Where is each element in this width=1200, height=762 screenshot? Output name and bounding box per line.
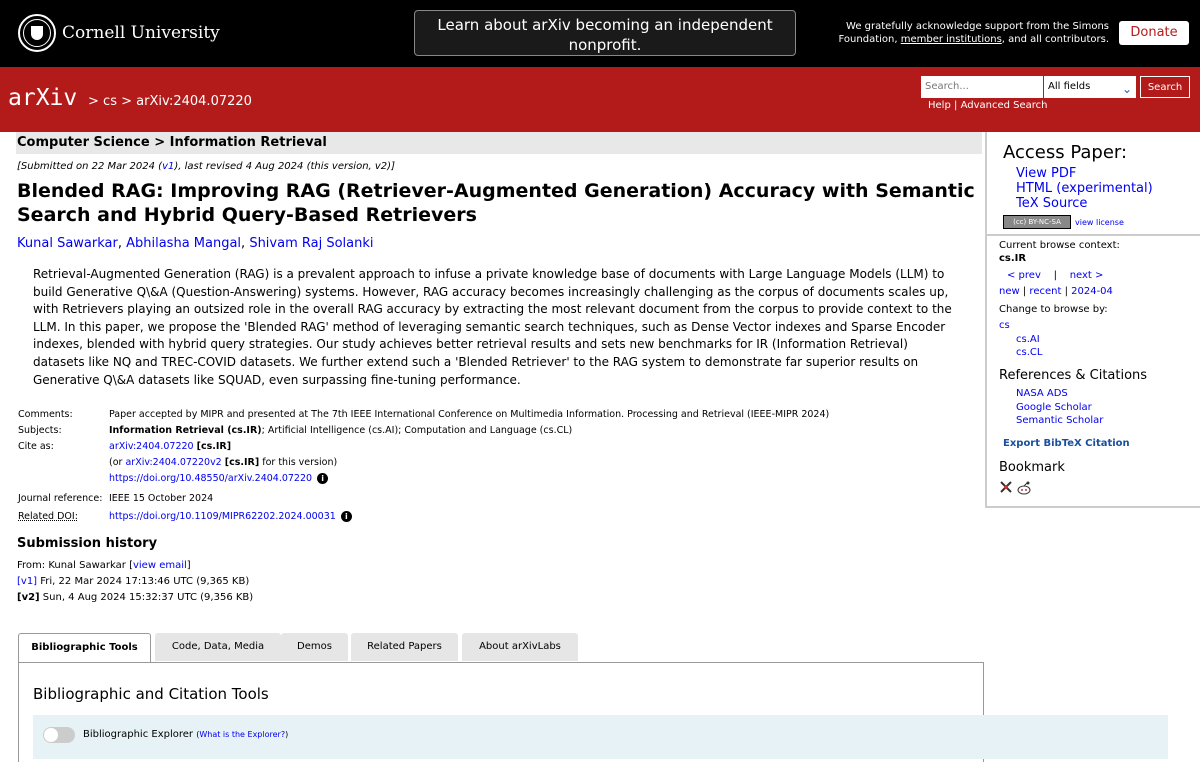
cite-link[interactable]: arXiv:2404.07220 <box>109 441 194 452</box>
author-link[interactable]: Kunal Sawarkar <box>17 236 118 251</box>
month-link[interactable]: 2024-04 <box>1071 286 1113 297</box>
bibsonomy-icon[interactable] <box>999 480 1013 494</box>
browse-cs-link[interactable]: cs <box>999 320 1010 331</box>
panel-heading: Bibliographic and Citation Tools <box>33 685 269 703</box>
access-heading: Access Paper: <box>1003 142 1128 163</box>
submission-history-heading: Submission history <box>17 536 158 551</box>
tab-code-data-media[interactable]: Code, Data, Media <box>155 633 281 661</box>
tab-related-papers[interactable]: Related Papers <box>351 633 458 661</box>
paper-title: Blended RAG: Improving RAG (Retriever-Augmented Generation) Accuracy with Semantic Search and Hybrid Query-Based Retrievers <box>17 180 975 226</box>
view-email-link[interactable]: view email <box>132 560 187 571</box>
search-button[interactable]: Search <box>1140 76 1190 98</box>
recent-link[interactable]: recent <box>1029 286 1062 297</box>
cornell-seal-icon <box>18 14 56 52</box>
references-heading: References & Citations <box>999 368 1148 383</box>
breadcrumb: > cs > arXiv:2404.07220 <box>88 94 252 109</box>
browse-cl-link[interactable]: cs.CL <box>1016 347 1043 358</box>
member-institutions-link[interactable]: member institutions <box>900 34 1002 45</box>
google-scholar-link[interactable]: Google Scholar <box>1016 402 1092 413</box>
explorer-toggle[interactable] <box>43 727 75 743</box>
browse-context: cs.IR <box>999 253 1027 264</box>
breadcrumb-id[interactable]: arXiv:2404.07220 <box>136 94 252 109</box>
help-link[interactable]: Help <box>928 100 951 111</box>
submission-date: [Submitted on 22 Mar 2024 (v1), last revised 4 Aug 2024 (this version, v2)] <box>17 161 395 172</box>
reddit-icon[interactable] <box>1016 480 1032 496</box>
tab-demos[interactable]: Demos <box>281 633 348 661</box>
abstract: Retrieval-Augmented Generation (RAG) is a prevalent approach to infuse a private knowledge base of documents with Large Language Models (LLM) to build Generative Q\&A (Question-Answering) systems. However, RAG accuracy becomes increasingly challenging as the corpus of documents scales up, with Retrievers playing an outsized role in the overall RAG accuracy by extracting the most relevant document from the corpus to provide context to the LLM. In this paper, we propose the 'Blended RAG' method of leveraging semantic search techniques, such as Dense Vector indexes and Sparse Encoder indexes, blended with hybrid query strategies. Our study achieves better retrieval results and sets new benchmarks for IR (Information Retrieval) datasets like NQ and TREC-COVID datasets. We further extend such a 'Blended Retriever' to the RAG system to demonstrate far superior results on Generative Q\&A datasets like SQUAD, even surpassing fine-tuning performance. <box>33 267 952 387</box>
authors: Kunal Sawarkar, Abhilasha Mangal, Shivam Raj Solanki <box>17 236 374 251</box>
browse-ai-link[interactable]: cs.AI <box>1016 334 1040 345</box>
bibliographic-explorer <box>33 715 1168 759</box>
announcement-banner[interactable]: Learn about arXiv becoming an independent nonprofit. <box>414 10 796 56</box>
author-link[interactable]: Shivam Raj Solanki <box>249 236 374 251</box>
next-link[interactable]: next > <box>1069 270 1104 281</box>
donate-button[interactable]: Donate <box>1119 21 1189 45</box>
breadcrumb-cs[interactable]: cs <box>103 94 117 109</box>
bookmark-heading: Bookmark <box>999 460 1065 475</box>
comments: Paper accepted by MIPR and presented at The 7th IEEE International Conference on Multimedia Information. Processing and Retrieval (IEEE-MIPR 2024) <box>109 409 830 420</box>
cite-v2-link[interactable]: arXiv:2404.07220v2 <box>125 457 222 468</box>
doi-link[interactable]: https://doi.org/10.48550/arXiv.2404.07220 <box>109 473 313 484</box>
view-license-link[interactable]: view license <box>1075 217 1124 227</box>
tab-bibliographic-tools[interactable]: Bibliographic Tools <box>18 633 151 663</box>
info-icon[interactable]: i <box>317 473 328 484</box>
cc-license-icon[interactable]: (cc) BY-NC-SA <box>1003 215 1071 229</box>
v1-link[interactable]: v1 <box>162 161 175 172</box>
cornell-name: Cornell University <box>62 23 220 43</box>
cite-as: arXiv:2404.07220 [cs.IR] <box>109 441 232 452</box>
v1-history-link[interactable]: [v1] <box>17 576 38 587</box>
view-pdf-link[interactable]: View PDF <box>1016 166 1077 181</box>
subject-header: Computer Science > Information Retrieval <box>16 132 982 154</box>
access-paper-box <box>985 132 1200 236</box>
tab-panel <box>18 662 984 762</box>
submission-history: From: Kunal Sawarkar [view email] [v1] Fri, 22 Mar 2024 17:13:46 UTC (9,365 KB) [v2] Sun, 4 Aug 2024 15:32:37 UTC (9,356 KB) <box>17 560 254 603</box>
browse-box: Current browse context: cs.IR < prev | next > new | recent | 2024-04 Change to browse by: cs cs.AI cs.CL References & Citations NASA ADS Google Scholar Semantic Scholar Export BibTeX Citation Bookmark <box>985 236 1200 508</box>
cornell-logo[interactable] <box>18 14 220 52</box>
arxiv-logo[interactable]: arXiv <box>8 85 78 111</box>
sidebar <box>985 132 1200 506</box>
prev-link[interactable]: < prev <box>1007 270 1041 281</box>
tex-source-link[interactable]: TeX Source <box>1016 196 1088 211</box>
subjects: Information Retrieval (cs.IR); Artificial Intelligence (cs.AI); Computation and Language (cs.CL) <box>109 425 573 436</box>
tab-about-arxivlabs[interactable]: About arXivLabs <box>462 633 578 661</box>
cite-version: (or arXiv:2404.07220v2 [cs.IR] for this version) <box>109 457 338 468</box>
chevron-down-icon: ⌄ <box>1121 82 1132 96</box>
what-is-explorer-link[interactable]: What is the Explorer? <box>199 730 286 739</box>
search-field-select[interactable]: All fields ⌄ <box>1044 76 1136 98</box>
journal-reference: IEEE 15 October 2024 <box>109 493 214 504</box>
help-links: Help | Advanced Search <box>928 100 1048 111</box>
nasa-ads-link[interactable]: NASA ADS <box>1016 388 1068 399</box>
search-input[interactable]: Search... <box>921 76 1043 98</box>
info-icon[interactable]: i <box>341 511 352 522</box>
new-link[interactable]: new <box>999 286 1020 297</box>
export-bibtex-link[interactable]: Export BibTeX Citation <box>1003 438 1130 449</box>
author-link[interactable]: Abhilasha Mangal <box>126 236 242 251</box>
html-link[interactable]: HTML (experimental) <box>1016 181 1153 196</box>
advanced-search-link[interactable]: Advanced Search <box>960 100 1048 111</box>
change-browse-label: Change to browse by: <box>999 304 1108 315</box>
support-text: We gratefully acknowledge support from the Simons Foundation, member institutions, and all contributors. <box>838 21 1109 45</box>
explorer-label: Bibliographic Explorer (What is the Explorer?) <box>83 729 289 740</box>
related-doi-link[interactable]: https://doi.org/10.1109/MIPR62202.2024.00031 <box>109 511 336 522</box>
browse-context-label: Current browse context: <box>999 240 1120 251</box>
semantic-scholar-link[interactable]: Semantic Scholar <box>1016 415 1104 426</box>
